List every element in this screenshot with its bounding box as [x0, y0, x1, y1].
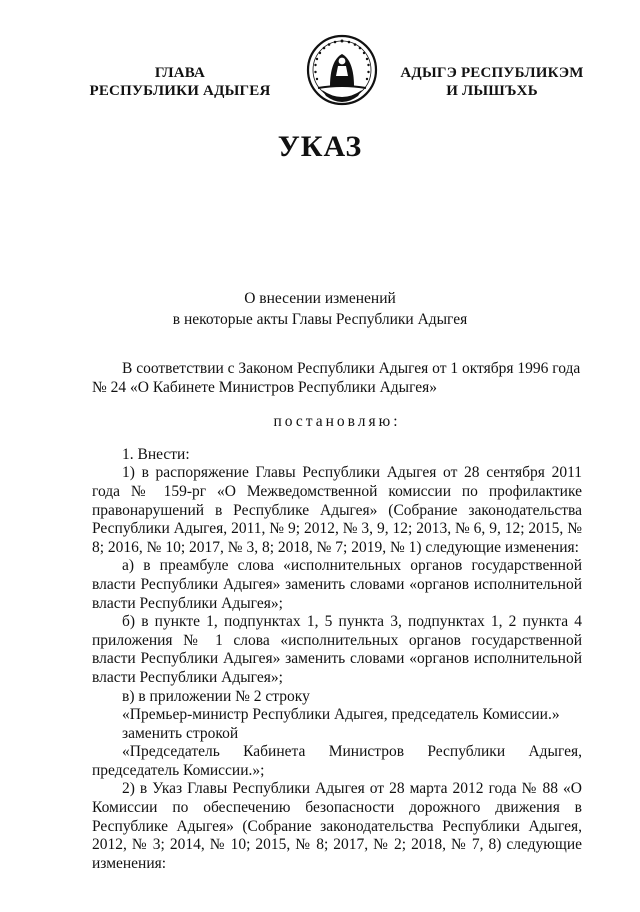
item-1: 1. Внести:	[122, 445, 190, 463]
document-title: УКАЗ	[277, 130, 363, 163]
subject-line2: в некоторые акты Главы Республики Адыгея	[172, 311, 468, 328]
item-1-1-a: а) в преамбуле слова «исполнительных органов государственной власти Республики Адыгея» заменить словами «органов исполнительной власти Республики Адыгея»;	[92, 557, 582, 612]
decree-word: постановляю:	[273, 413, 401, 431]
preamble-line1: В соответствии с Законом Республики Адыгея от 1 октября 1996 года	[122, 360, 581, 377]
new-line-quote: «Председатель Кабинета Министров Республики Адыгея, председатель Комиссии.»;	[92, 743, 582, 779]
issuer-russian-line2: РЕСПУБЛИКИ АДЫГЕЯ	[89, 83, 271, 99]
coat-of-arms-icon	[300, 30, 384, 114]
preamble-line2: № 24 «О Кабинете Министров Республики Адыгея»	[92, 378, 437, 396]
item-1-1: 1) в распоряжение Главы Республики Адыгея от 28 сентября 2011 года № 159-рг «О Межведомственной комиссии по профилактике правонарушений в Республике Адыгея» (Собрание законодательства Республики Адыгея, 2011, № 9; 2012, № 3, 9, 12; 2013, № 6, 9, 12; 2015, № 8; 2016, № 10; 2017, № 3, 8; 2018, № 7; 2019, № 1) следующие изменения:	[92, 464, 582, 556]
document-subject	[0, 288, 640, 330]
document-body	[92, 360, 582, 873]
subject-line1: О внесении изменений	[244, 290, 396, 307]
issuer-russian-line1: ГЛАВА	[154, 65, 206, 81]
issuer-adyghe-line1: АДЫГЭ РЕСПУБЛИКЭМ	[400, 65, 584, 81]
issuer-adyghe	[392, 64, 592, 100]
issuer-adyghe-line2: И ЛЫШЪХЬ	[446, 83, 538, 99]
item-1-1-c: в) в приложении № 2 строку	[122, 687, 310, 705]
replace-with: заменить строкой	[122, 724, 239, 742]
issuer-russian	[80, 64, 280, 100]
item-1-2: 2) в Указ Главы Республики Адыгея от 28 марта 2012 года № 88 «О Комиссии по обеспечению безопасности дорожного движения в Республике Адыгея» (Собрание законодательства Республики Адыгея, 2012, № 3; 2014, № 10; 2015, № 8; 2017, № 2; 2018, № 7, 8) следующие изменения:	[92, 780, 582, 872]
item-1-1-b: б) в пункте 1, подпунктах 1, 5 пункта 3, подпунктах 1, 2 пункта 4 приложения № 1 слова «исполнительных органов государственной власти Республики Адыгея» заменить словами «органов исполнительной власти Республики Адыгея»;	[92, 613, 582, 686]
old-line-quote: «Премьер-министр Республики Адыгея, председатель Комиссии.»	[122, 706, 560, 724]
